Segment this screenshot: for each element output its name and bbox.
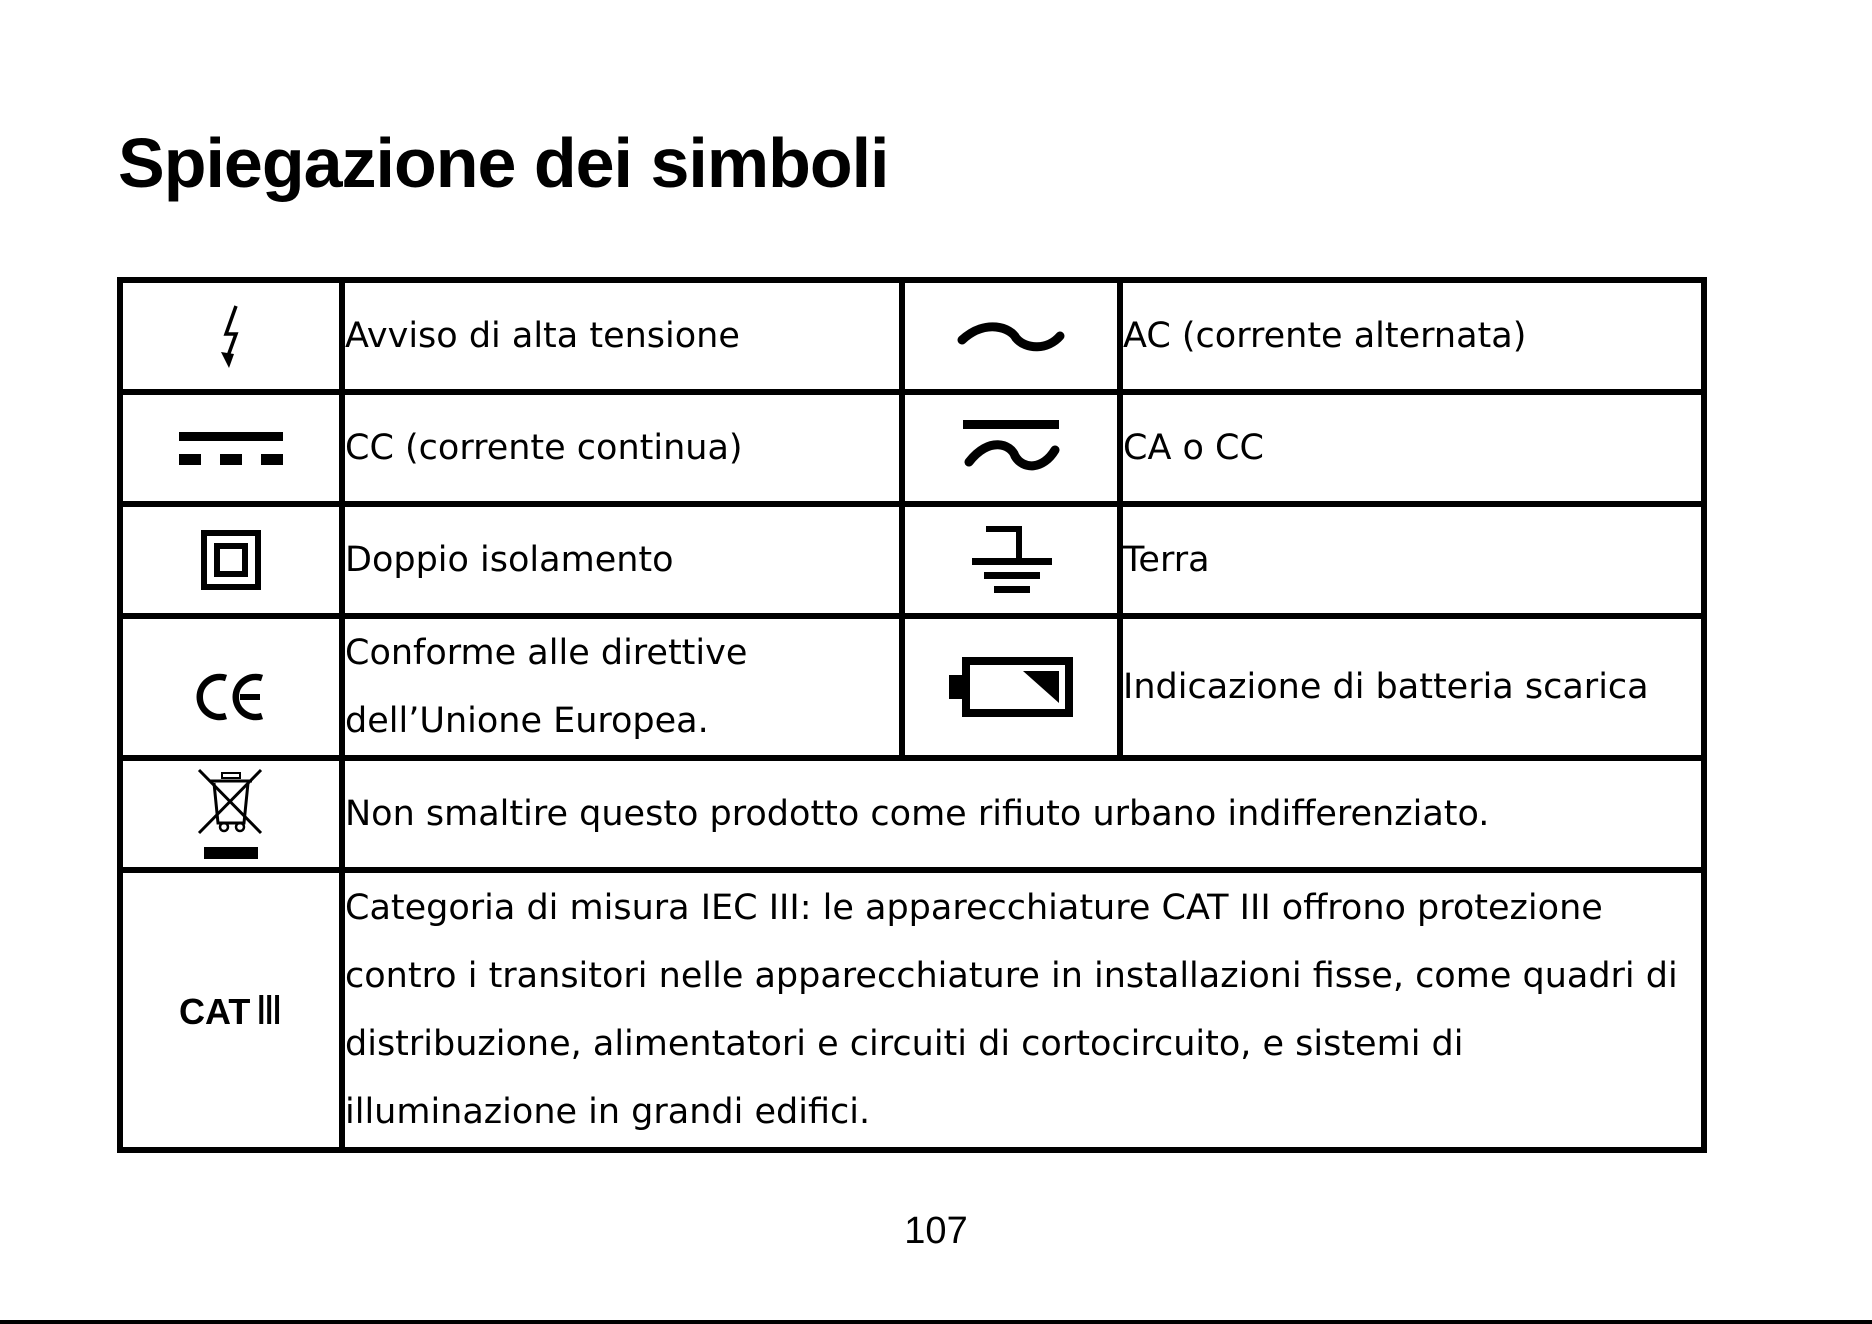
symbol-description: Avviso di alta tensione bbox=[342, 280, 902, 392]
double-insulation-icon bbox=[201, 530, 261, 590]
symbol-cell bbox=[120, 616, 342, 758]
bottom-rule bbox=[0, 1320, 1872, 1324]
page-number: 107 bbox=[904, 1210, 968, 1252]
table-row bbox=[120, 616, 1704, 758]
symbol-cell bbox=[120, 392, 342, 504]
symbol-description: Doppio isolamento bbox=[342, 504, 902, 616]
ce-mark-icon bbox=[194, 670, 268, 724]
symbol-cell bbox=[902, 616, 1120, 758]
description-line: illuminazione in grandi edifici. bbox=[345, 1092, 871, 1132]
table-row bbox=[120, 392, 1704, 504]
symbol-cell bbox=[120, 870, 342, 1150]
symbol-description: CA o CC bbox=[1120, 392, 1704, 504]
symbol-description: Indicazione di batteria scarica bbox=[1120, 616, 1704, 758]
description-line: Categoria di misura IEC III: le apparecchiature CAT III offrono protezione bbox=[345, 888, 1603, 928]
symbol-cell bbox=[120, 280, 342, 392]
description-line: distribuzione, alimentatori e circuiti di cortocircuito, e sistemi di bbox=[345, 1024, 1464, 1064]
page-title: Spiegazione dei simboli bbox=[118, 124, 889, 202]
description-line: Conforme alle direttive bbox=[345, 633, 748, 673]
symbol-cell bbox=[902, 280, 1120, 392]
dc-icon bbox=[179, 428, 283, 468]
ground-icon bbox=[966, 524, 1056, 596]
description-line: dell’Unione Europea. bbox=[345, 701, 709, 741]
cat-roman-numeral: Ⅲ bbox=[255, 987, 283, 1033]
symbol-description bbox=[342, 616, 902, 758]
symbol-description: AC (corrente alternata) bbox=[1120, 280, 1704, 392]
cat-label: CAT bbox=[179, 990, 251, 1032]
table-row bbox=[120, 870, 1704, 1150]
symbols-table bbox=[117, 277, 1707, 1153]
table-row bbox=[120, 758, 1704, 870]
symbol-cell bbox=[902, 392, 1120, 504]
table-row bbox=[120, 280, 1704, 392]
symbol-description: Non smaltire questo prodotto come rifiuto urbano indifferenziato. bbox=[342, 758, 1704, 870]
symbol-description: CC (corrente continua) bbox=[342, 392, 902, 504]
description-line: contro i transitori nelle apparecchiature in installazioni fisse, come quadri di bbox=[345, 956, 1678, 996]
weee-bin-icon bbox=[196, 767, 266, 861]
symbol-description: Terra bbox=[1120, 504, 1704, 616]
low-battery-icon bbox=[949, 657, 1073, 717]
high-voltage-icon bbox=[216, 304, 246, 368]
symbol-description bbox=[342, 870, 1704, 1150]
symbol-cell bbox=[902, 504, 1120, 616]
symbol-cell bbox=[120, 504, 342, 616]
symbol-cell bbox=[120, 758, 342, 870]
table-row bbox=[120, 504, 1704, 616]
ac-wave-icon bbox=[956, 316, 1066, 356]
ac-dc-icon bbox=[961, 418, 1061, 478]
